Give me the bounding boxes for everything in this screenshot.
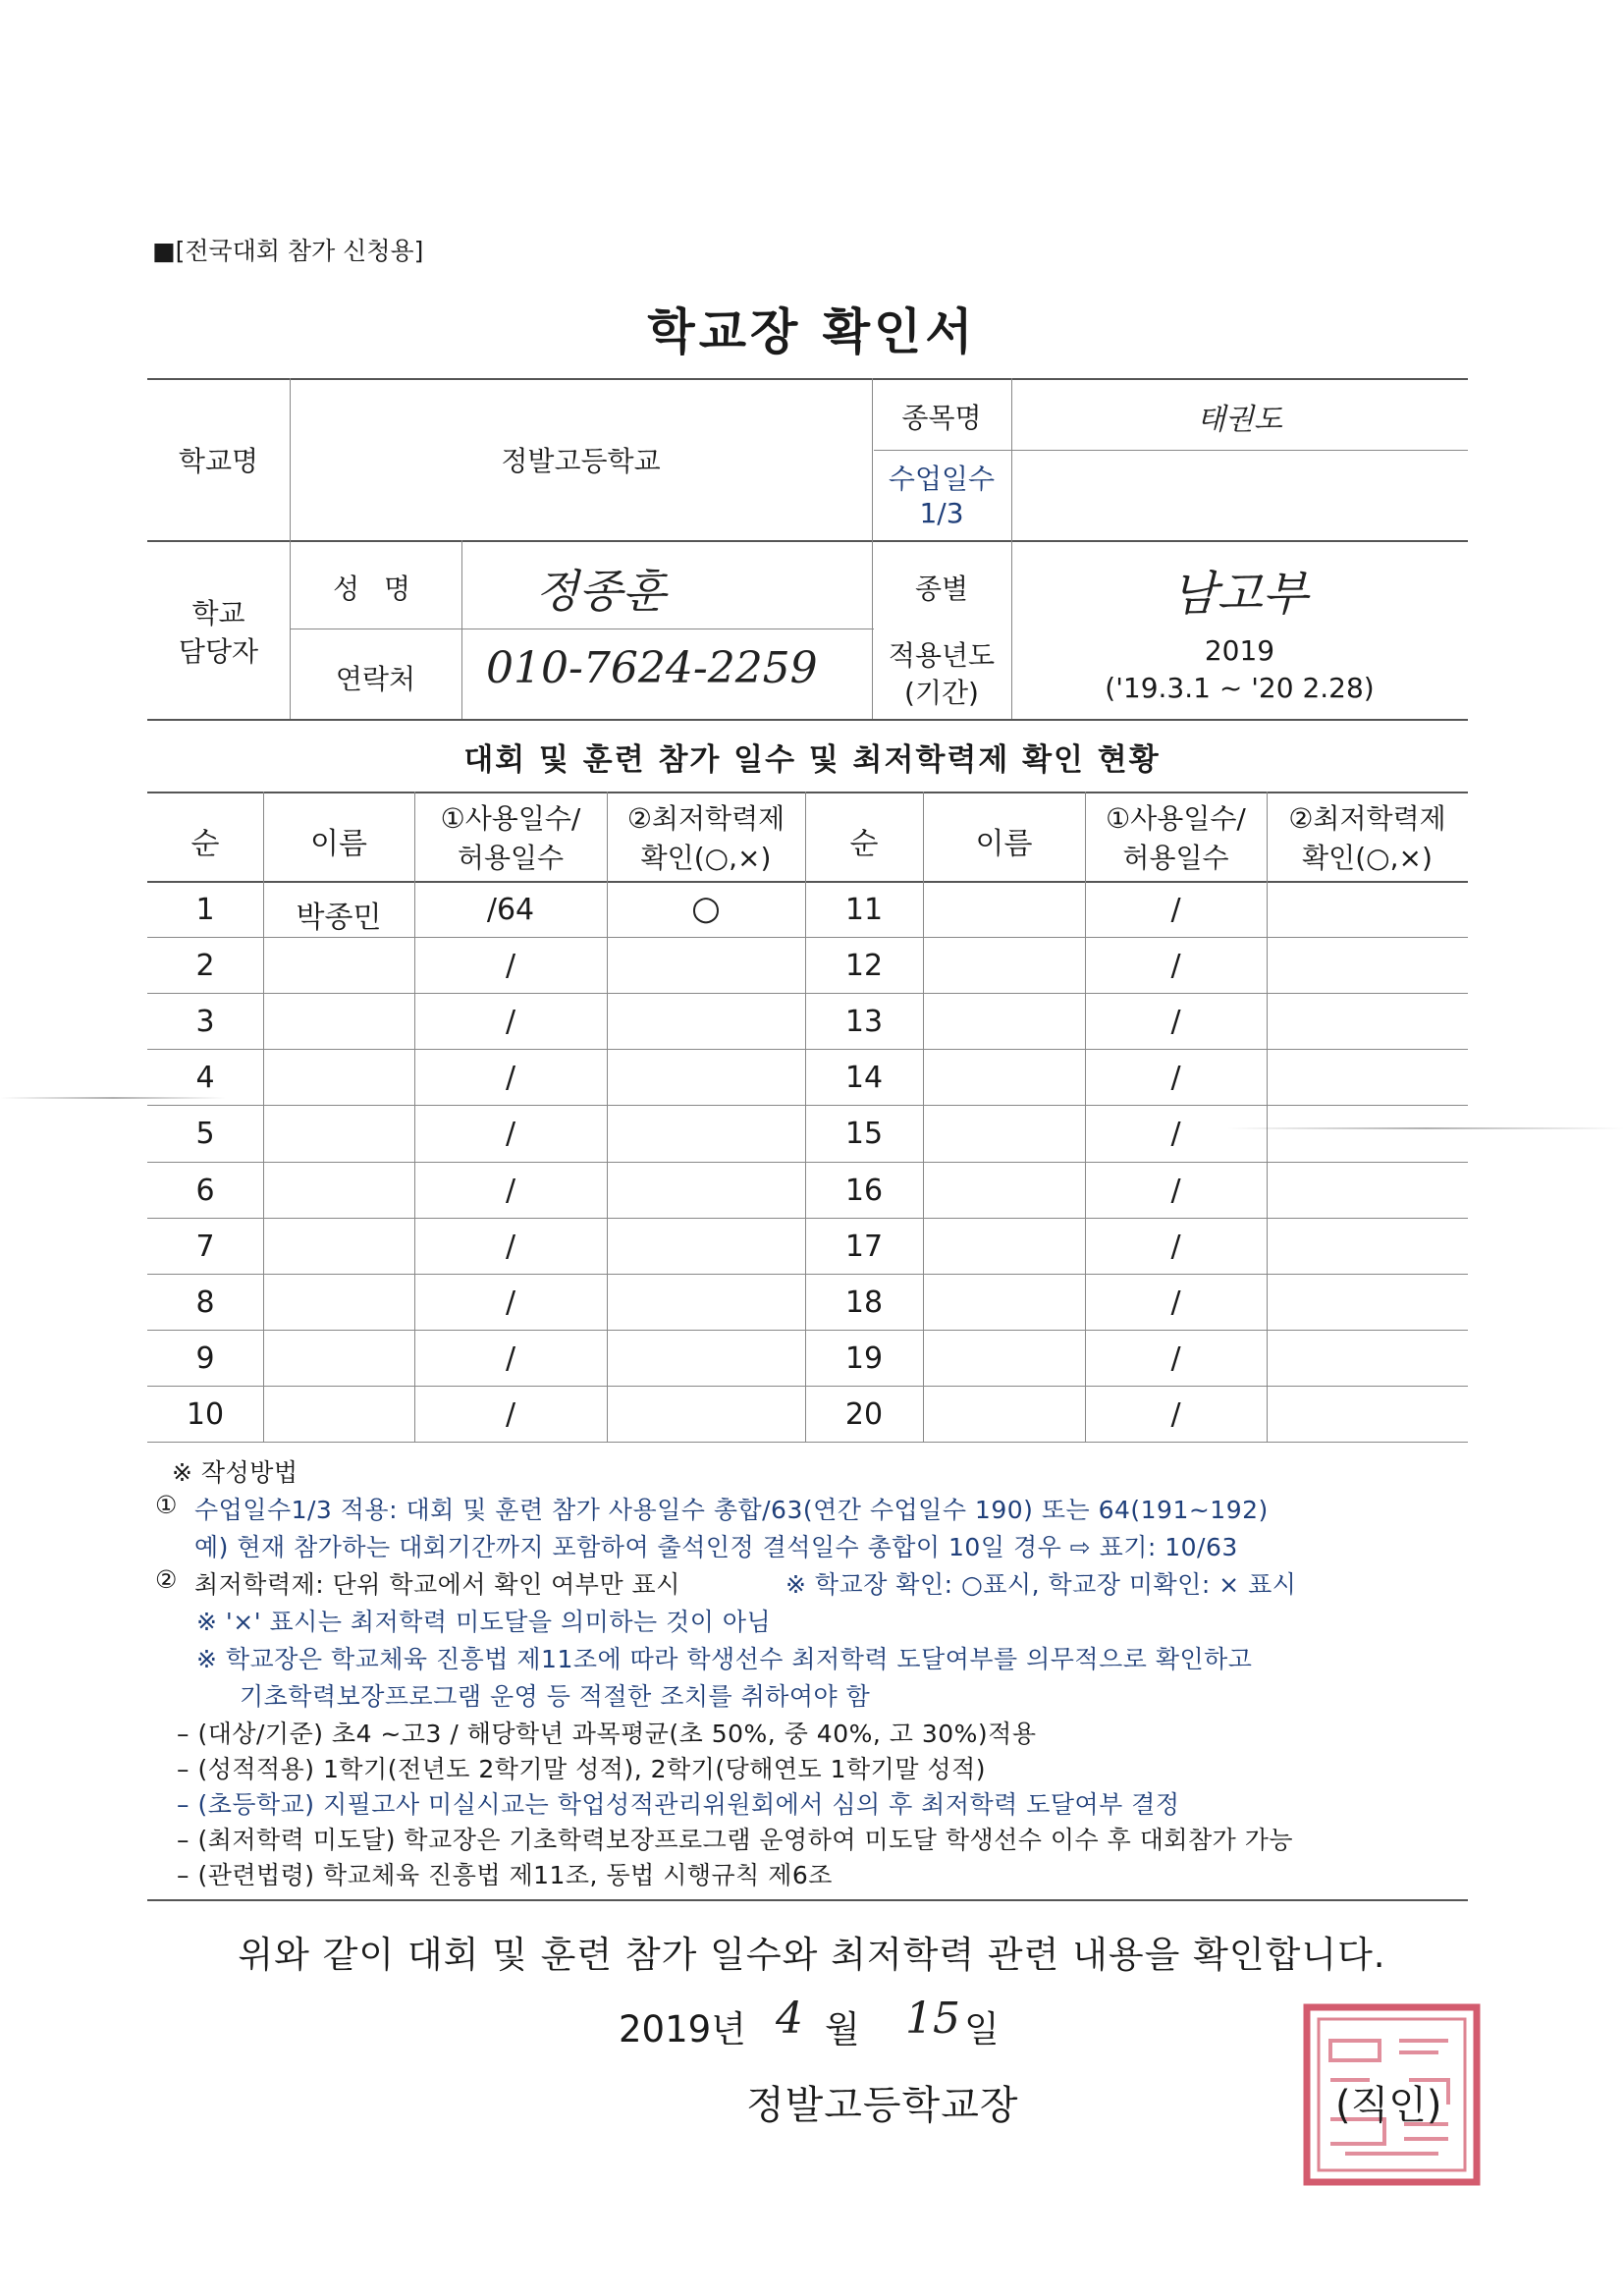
- row-number: 5: [195, 1117, 215, 1151]
- row-days: /: [505, 1397, 516, 1432]
- school-name-label: 학교명: [178, 445, 259, 477]
- detail-elementary: – (초등학교) 지필고사 미실시교는 학업성적관리위원회에서 심의 후 최저학력 도달여부 결정: [177, 1790, 1180, 1819]
- class-days-fraction: 1/3: [919, 497, 964, 529]
- contact-group-label-2: 담당자: [178, 635, 259, 668]
- row-days: /: [505, 1230, 516, 1264]
- row-divider: [147, 1274, 1468, 1275]
- header-days-2-right: 허용일수: [1122, 842, 1229, 874]
- row-divider: [147, 937, 1468, 938]
- row-days: /: [505, 1285, 516, 1320]
- contact-group-label-1: 학교: [191, 597, 245, 629]
- phone-label: 연락처: [335, 663, 416, 695]
- row-divider: [147, 1049, 1468, 1050]
- name-value: 정종훈: [535, 565, 667, 618]
- row-days: /: [505, 1061, 516, 1095]
- date-day-value: 15: [905, 1994, 960, 2044]
- row-number: 19: [844, 1341, 884, 1376]
- note-1-line-1: 수업일수1/3 적용: 대회 및 훈련 참가 사용일수 총합/63(연간 수업일수 190) 또는 64(191~192): [194, 1496, 1269, 1524]
- event-label: 종목명: [901, 402, 982, 434]
- header-check-2: 확인(○,×): [640, 842, 772, 874]
- row-divider: [147, 1386, 1468, 1387]
- name-label: 성 명: [333, 573, 418, 605]
- row-number: 16: [844, 1174, 884, 1208]
- note-2-line-1b: ※ 학교장 확인: ○표시, 학교장 미확인: × 표시: [785, 1570, 1297, 1599]
- detail-not-reached: – (최저학력 미도달) 학교장은 기초학력보장프로그램 운영하여 미도달 학생선수 이수 후 대회참가 가능: [177, 1826, 1294, 1854]
- row-divider: [147, 993, 1468, 994]
- row-number: 3: [195, 1005, 215, 1039]
- header-check-2-right: 확인(○,×): [1302, 842, 1433, 874]
- row-days: /: [1170, 1285, 1181, 1320]
- row-number: 18: [844, 1285, 884, 1320]
- row-divider: [147, 1330, 1468, 1331]
- row-number: 4: [195, 1061, 215, 1095]
- paper-crease-left: [0, 1097, 226, 1099]
- row-days: /: [505, 1341, 516, 1376]
- class-days-label: 수업일수: [888, 463, 996, 495]
- header-num: 순: [190, 827, 220, 861]
- signer-name: 정발고등학교장: [746, 2083, 1019, 2128]
- notes-divider: [147, 1899, 1468, 1901]
- row-number: 8: [195, 1285, 215, 1320]
- row-number: 13: [844, 1005, 884, 1039]
- detail-grades: – (성적적용) 1학기(전년도 2학기말 성적), 2학기(당해연도 1학기말 성적): [177, 1755, 986, 1783]
- confirmation-text: 위와 같이 대회 및 훈련 참가 일수와 최저학력 관련 내용을 확인합니다.: [238, 1934, 1386, 1976]
- year-label-2: (기간): [904, 677, 979, 709]
- period-value: ('19.3.1 ~ '20 2.28): [1105, 672, 1375, 704]
- row-days: /: [1170, 1341, 1181, 1376]
- row-days: /: [1170, 1230, 1181, 1264]
- category-value: 남고부: [1170, 567, 1309, 622]
- note-2-marker: ②: [155, 1565, 178, 1594]
- date-day-label: 일: [964, 2008, 1000, 2050]
- row-number: 1: [195, 893, 215, 927]
- row-days: /: [1170, 1174, 1181, 1208]
- note-2-line-4: 기초학력보장프로그램 운영 등 적절한 조치를 취하여야 함: [240, 1682, 871, 1711]
- row-name: 박종민: [296, 901, 382, 935]
- row-days: /: [1170, 893, 1181, 927]
- form-tag: ■[전국대회 참가 신청용]: [152, 237, 424, 265]
- date-month-value: 4: [776, 1994, 803, 2044]
- row-number: 11: [844, 893, 884, 927]
- note-1-line-2: 예) 현재 참가하는 대회기간까지 포함하여 출석인정 결석일수 총합이 10일 경우 ⇨ 표기: 10/63: [194, 1533, 1238, 1561]
- row-days: /: [1170, 1117, 1181, 1151]
- header-days-1: ①사용일수/: [440, 802, 581, 835]
- header-name: 이름: [310, 827, 367, 861]
- note-2-line-3: ※ 학교장은 학교체육 진흥법 제11조에 따라 학생선수 최저학력 도달여부를 의무적으로 확인하고: [196, 1645, 1253, 1673]
- row-days: /: [1170, 1397, 1181, 1432]
- row-number: 6: [195, 1174, 215, 1208]
- row-days: /: [1170, 949, 1181, 983]
- seal-label: (직인): [1335, 2083, 1442, 2128]
- row-days: /: [505, 1117, 516, 1151]
- row-days: /: [1170, 1005, 1181, 1039]
- section-title: 대회 및 훈련 참가 일수 및 최저학력제 확인 현황: [463, 742, 1161, 778]
- header-days-2: 허용일수: [457, 842, 565, 874]
- row-number: 17: [844, 1230, 884, 1264]
- date-year: 2019년: [619, 2008, 746, 2050]
- note-2-line-2: ※ '×' 표시는 최저학력 미도달을 의미하는 것이 아님: [196, 1608, 772, 1636]
- row-days: /64: [486, 893, 535, 927]
- row-divider: [147, 1218, 1468, 1219]
- row-days: /: [505, 1174, 516, 1208]
- category-label: 종별: [914, 573, 969, 605]
- row-number: 7: [195, 1230, 215, 1264]
- date-month-label: 월: [825, 2008, 860, 2050]
- phone-value: 010-7624-2259: [486, 643, 818, 693]
- page-title: 학교장 확인서: [647, 303, 977, 360]
- row-days: /: [505, 1005, 516, 1039]
- row-number: 15: [844, 1117, 884, 1151]
- notes-heading: ※ 작성방법: [172, 1458, 298, 1487]
- detail-law: – (관련법령) 학교체육 진흥법 제11조, 동법 시행규칙 제6조: [177, 1861, 833, 1889]
- year-value: 2019: [1204, 634, 1275, 667]
- row-days: /: [505, 949, 516, 983]
- header-check-1: ②최저학력제: [626, 802, 785, 835]
- note-1-marker: ①: [155, 1491, 178, 1519]
- header-days-1-right: ①사용일수/: [1106, 802, 1246, 835]
- year-label-1: 적용년도: [888, 639, 996, 672]
- header-num-right: 순: [849, 827, 879, 861]
- row-number: 9: [195, 1341, 215, 1376]
- row-divider: [147, 1442, 1468, 1443]
- paper-crease-right: [1227, 1127, 1624, 1129]
- event-value: 태권도: [1197, 403, 1282, 437]
- note-2-line-1a: 최저학력제: 단위 학교에서 확인 여부만 표시: [194, 1570, 680, 1599]
- header-name-right: 이름: [975, 827, 1033, 861]
- row-divider: [147, 1105, 1468, 1106]
- row-number: 14: [844, 1061, 884, 1095]
- header-check-1-right: ②최저학력제: [1288, 802, 1446, 835]
- detail-target: – (대상/기준) 초4 ~고3 / 해당학년 과목평균(초 50%, 중 40%, 고 30%)적용: [177, 1720, 1037, 1748]
- row-divider: [147, 1162, 1468, 1163]
- school-name-value: 정발고등학교: [501, 445, 661, 477]
- row-days: /: [1170, 1061, 1181, 1095]
- row-check-mark: ○: [691, 889, 721, 928]
- row-number: 2: [195, 949, 215, 983]
- row-number: 12: [844, 949, 884, 983]
- row-number: 10: [186, 1397, 225, 1432]
- row-number: 20: [844, 1397, 884, 1432]
